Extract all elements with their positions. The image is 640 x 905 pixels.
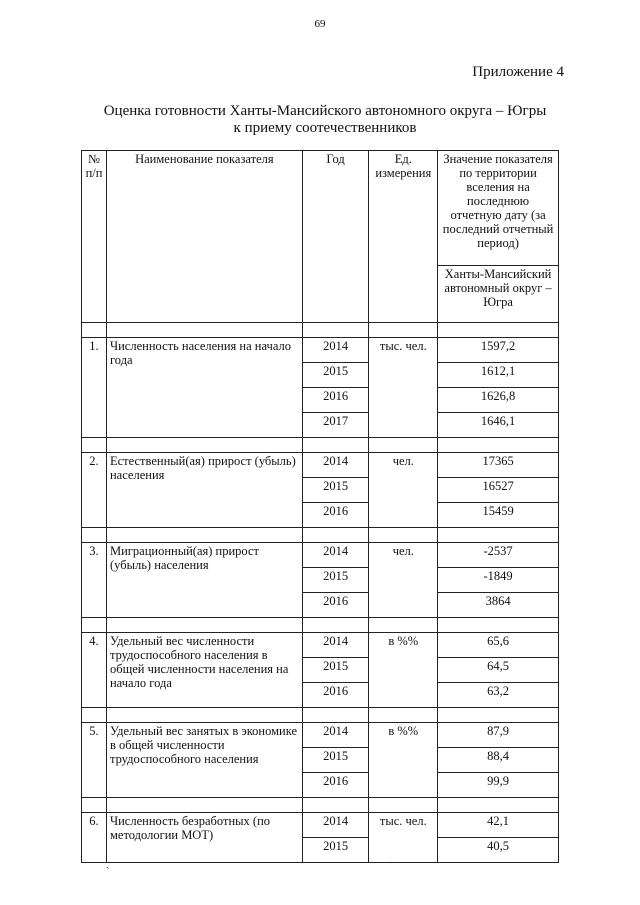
indicator-year: 2015 [302, 568, 369, 593]
gap-cell [82, 798, 107, 813]
indicator-value: -2537 [438, 543, 559, 568]
scan-dot-right: · [390, 858, 394, 869]
header-unit: Ед. измерения [369, 151, 438, 323]
indicator-year: 2014 [302, 633, 369, 658]
indicator-year: 2017 [302, 413, 369, 438]
indicator-value: 63,2 [438, 683, 559, 708]
appendix-label: Приложение 4 [472, 64, 564, 80]
indicator-value: 87,9 [438, 723, 559, 748]
table-row [82, 723, 559, 748]
indicator-year: 2016 [302, 503, 369, 528]
gap-cell [302, 798, 369, 813]
indicator-value: 65,6 [438, 633, 559, 658]
indicator-number: 3. [82, 543, 107, 618]
indicator-year: 2014 [302, 453, 369, 478]
indicator-unit: чел. [369, 543, 438, 618]
indicator-year: 2016 [302, 773, 369, 798]
indicator-unit: тыс. чел. [369, 813, 438, 863]
header-value: Значение показателя по территории вселения на последнюю отчетную дату (за последний отчетный период) [438, 151, 559, 266]
indicator-value: 15459 [438, 503, 559, 528]
row-gap [82, 438, 559, 453]
gap-cell [106, 438, 302, 453]
gap-cell [438, 708, 559, 723]
gap-cell [82, 618, 107, 633]
indicator-year: 2014 [302, 338, 369, 363]
row-gap [82, 618, 559, 633]
indicator-year: 2014 [302, 813, 369, 838]
row-gap [82, 708, 559, 723]
indicator-unit: тыс. чел. [369, 338, 438, 438]
gap-cell [438, 528, 559, 543]
indicator-value: 1626,8 [438, 388, 559, 413]
indicator-year: 2016 [302, 593, 369, 618]
indicator-year: 2015 [302, 478, 369, 503]
table-row [82, 813, 559, 838]
gap-cell [106, 323, 302, 338]
gap-cell [369, 323, 438, 338]
indicator-year: 2016 [302, 388, 369, 413]
indicator-year: 2015 [302, 748, 369, 773]
gap-cell [369, 438, 438, 453]
gap-cell [82, 323, 107, 338]
gap-cell [106, 618, 302, 633]
indicator-value: 3864 [438, 593, 559, 618]
header-region: Ханты-Мансийский автономный округ – Югра [438, 266, 559, 323]
indicator-number: 4. [82, 633, 107, 708]
scan-dot-left: ˏ [106, 858, 110, 869]
gap-cell [369, 528, 438, 543]
indicator-name: Миграционный(ая) прирост (убыль) населения [106, 543, 302, 618]
gap-cell [302, 708, 369, 723]
table-row [82, 338, 559, 363]
indicator-value: 16527 [438, 478, 559, 503]
indicator-year: 2015 [302, 363, 369, 388]
gap-cell [106, 708, 302, 723]
gap-cell [438, 438, 559, 453]
indicator-value: 88,4 [438, 748, 559, 773]
indicator-year: 2015 [302, 838, 369, 863]
indicator-value: 1646,1 [438, 413, 559, 438]
gap-cell [438, 798, 559, 813]
indicator-unit: чел. [369, 453, 438, 528]
indicator-value: -1849 [438, 568, 559, 593]
gap-cell [82, 528, 107, 543]
indicator-value: 64,5 [438, 658, 559, 683]
row-gap [82, 798, 559, 813]
gap-cell [302, 323, 369, 338]
indicator-value: 1612,1 [438, 363, 559, 388]
indicator-unit: в %% [369, 723, 438, 798]
gap-cell [302, 438, 369, 453]
indicator-number: 2. [82, 453, 107, 528]
indicator-value: 1597,2 [438, 338, 559, 363]
header-num: № п/п [82, 151, 107, 323]
indicator-name: Удельный вес занятых в экономике в общей численности трудоспособного населения [106, 723, 302, 798]
indicators-table [81, 150, 559, 863]
table-row [82, 633, 559, 658]
gap-cell [369, 618, 438, 633]
indicator-year: 2016 [302, 683, 369, 708]
row-gap [82, 323, 559, 338]
indicator-value: 40,5 [438, 838, 559, 863]
table-row [82, 543, 559, 568]
gap-cell [369, 708, 438, 723]
gap-cell [438, 618, 559, 633]
indicator-name: Удельный вес численности трудоспособного населения в общей численности населения на начало года [106, 633, 302, 708]
header-name: Наименование показателя [106, 151, 302, 323]
indicator-year: 2014 [302, 723, 369, 748]
gap-cell [369, 798, 438, 813]
indicator-name: Численность безработных (по методологии МОТ) [106, 813, 302, 863]
indicator-number: 1. [82, 338, 107, 438]
gap-cell [106, 798, 302, 813]
indicator-value: 17365 [438, 453, 559, 478]
gap-cell [82, 708, 107, 723]
indicator-value: 42,1 [438, 813, 559, 838]
indicator-number: 6. [82, 813, 107, 863]
title-line-1: Оценка готовности Ханты-Мансийского автономного округа – Югры [103, 103, 547, 119]
page-number: 69 [314, 18, 326, 30]
gap-cell [302, 618, 369, 633]
indicators-body [82, 323, 559, 863]
table-row [82, 453, 559, 478]
indicator-name: Численность населения на начало года [106, 338, 302, 438]
header-year: Год [302, 151, 369, 323]
gap-cell [106, 528, 302, 543]
gap-cell [82, 438, 107, 453]
indicator-year: 2015 [302, 658, 369, 683]
indicator-name: Естественный(ая) прирост (убыль) населения [106, 453, 302, 528]
document-title [0, 103, 640, 137]
row-gap [82, 528, 559, 543]
gap-cell [302, 528, 369, 543]
gap-cell [438, 323, 559, 338]
indicator-number: 5. [82, 723, 107, 798]
indicator-unit: в %% [369, 633, 438, 708]
indicator-year: 2014 [302, 543, 369, 568]
indicator-value: 99,9 [438, 773, 559, 798]
title-line-2: к приему соотечественников [233, 120, 417, 136]
